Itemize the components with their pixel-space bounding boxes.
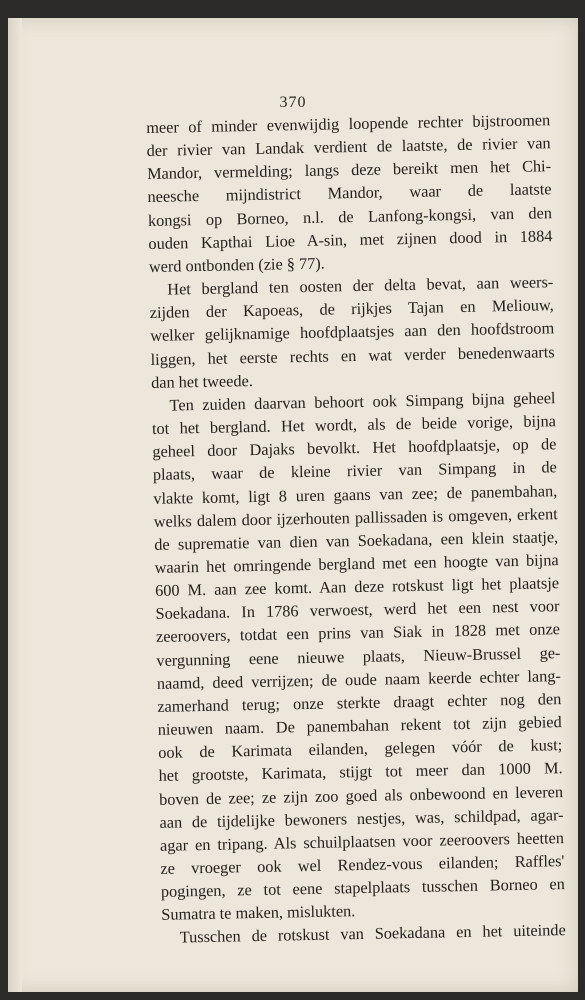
book-page [8, 18, 578, 992]
body-text [146, 108, 566, 949]
text-line: Mandor, vermelding; langs deze bereikt men het Chi- [146, 156, 552, 184]
text-line: tot het bergland. Het wordt, als de beide vorige, bijna [151, 411, 557, 438]
text-line: kongsi op Borneo, n.l. de Lanfong-kongsi, van den [147, 202, 553, 230]
text-line: waarin het omringende bergland met een hoogte van bijna [154, 550, 559, 577]
text-line: geheel door Dajaks bevolkt. Het hoofdplaatsje, op de [152, 434, 557, 462]
text-line: boven de zee; ze zijn zoo goed als onbewoond en leveren [158, 781, 564, 809]
text-line: zijden der Kapoeas, de rijkjes Tajan en Meliouw, [149, 295, 554, 323]
text-line: ouden Kapthai Lioe A-sin, met zijnen dood in 1884 [148, 226, 553, 253]
text-line: 600 M. aan zee komt. Aan deze rotskust ligt het plaatsje [154, 573, 560, 601]
text-line: vergunning eene nieuwe plaats, Nieuw-Brussel ge- [156, 642, 561, 670]
text-line: naamd, deed verrijzen; de oude naam keerde echter lang- [156, 665, 561, 693]
text-line: ze vroeger ook wel Rendez-vous eilanden; Raffles' [160, 851, 565, 878]
text-line: agar en tripang. Als schuilplaatsen voor zeeroovers heetten [159, 827, 565, 855]
text-line: Soekadana. In 1786 verwoest, werd het een nest voor [155, 596, 560, 624]
text-line: welker gelijknamige hoofdplaatsjes aan den hoofdstroom [150, 318, 555, 346]
text-line: pogingen, ze tot eene stapelplaats tusschen Borneo en [160, 874, 565, 902]
text-line: Tusschen de rotskust van Soekadana en het uiteinde [179, 920, 566, 947]
text-line: Sumatra te maken, mislukten. [161, 901, 356, 925]
text-line: ook de Karimata eilanden, gelegen vóór de kust; [158, 735, 563, 763]
text-line: Het bergland ten oosten der delta bevat, aan weers- [167, 272, 554, 299]
text-line: zamerhand terug; onze sterkte draagt echter nog den [157, 689, 562, 716]
text-line: meer of minder evenwijdig loopende rechter bijstroomen [146, 110, 551, 137]
page-gutter [8, 18, 22, 992]
text-line: werd ontbonden (zie § 77). [148, 253, 325, 276]
text-line: nieuwen naam. De panembahan rekent tot zijn gebied [157, 712, 562, 739]
text-line: Ten zuiden daarvan behoort ook Simpang bijna geheel [169, 388, 556, 415]
text-line: vlakte komt, ligt 8 uren gaans van zee; de panembahan, [153, 480, 558, 508]
text-line: zeeroovers, totdat een prins van Siak in 1828 met onze [155, 619, 561, 647]
text-line: neesche mijndistrict Mandor, waar de laatste [147, 179, 552, 207]
text-line: de suprematie van dien van Soekadana, een klein staatje, [154, 526, 559, 554]
page-number: 370 [279, 94, 307, 111]
text-line: dan het tweede. [150, 370, 253, 392]
text-line: liggen, het eerste rechts en wat verder benedenwaarts [150, 341, 555, 369]
text-line: het grootste, Karimata, stijgt tot meer dan 1000 M. [158, 758, 563, 786]
text-line: welks dalem door ijzerhouten pallissaden is omgeven, erkent [153, 503, 558, 531]
text-line: aan de tijdelijke bewoners nestjes, was, schildpad, agar- [159, 804, 564, 832]
text-line: plaats, waar de kleine rivier van Simpang in de [152, 457, 557, 485]
text-line: der rivier van Landak verdient de laatste, de rivier van [146, 133, 551, 161]
